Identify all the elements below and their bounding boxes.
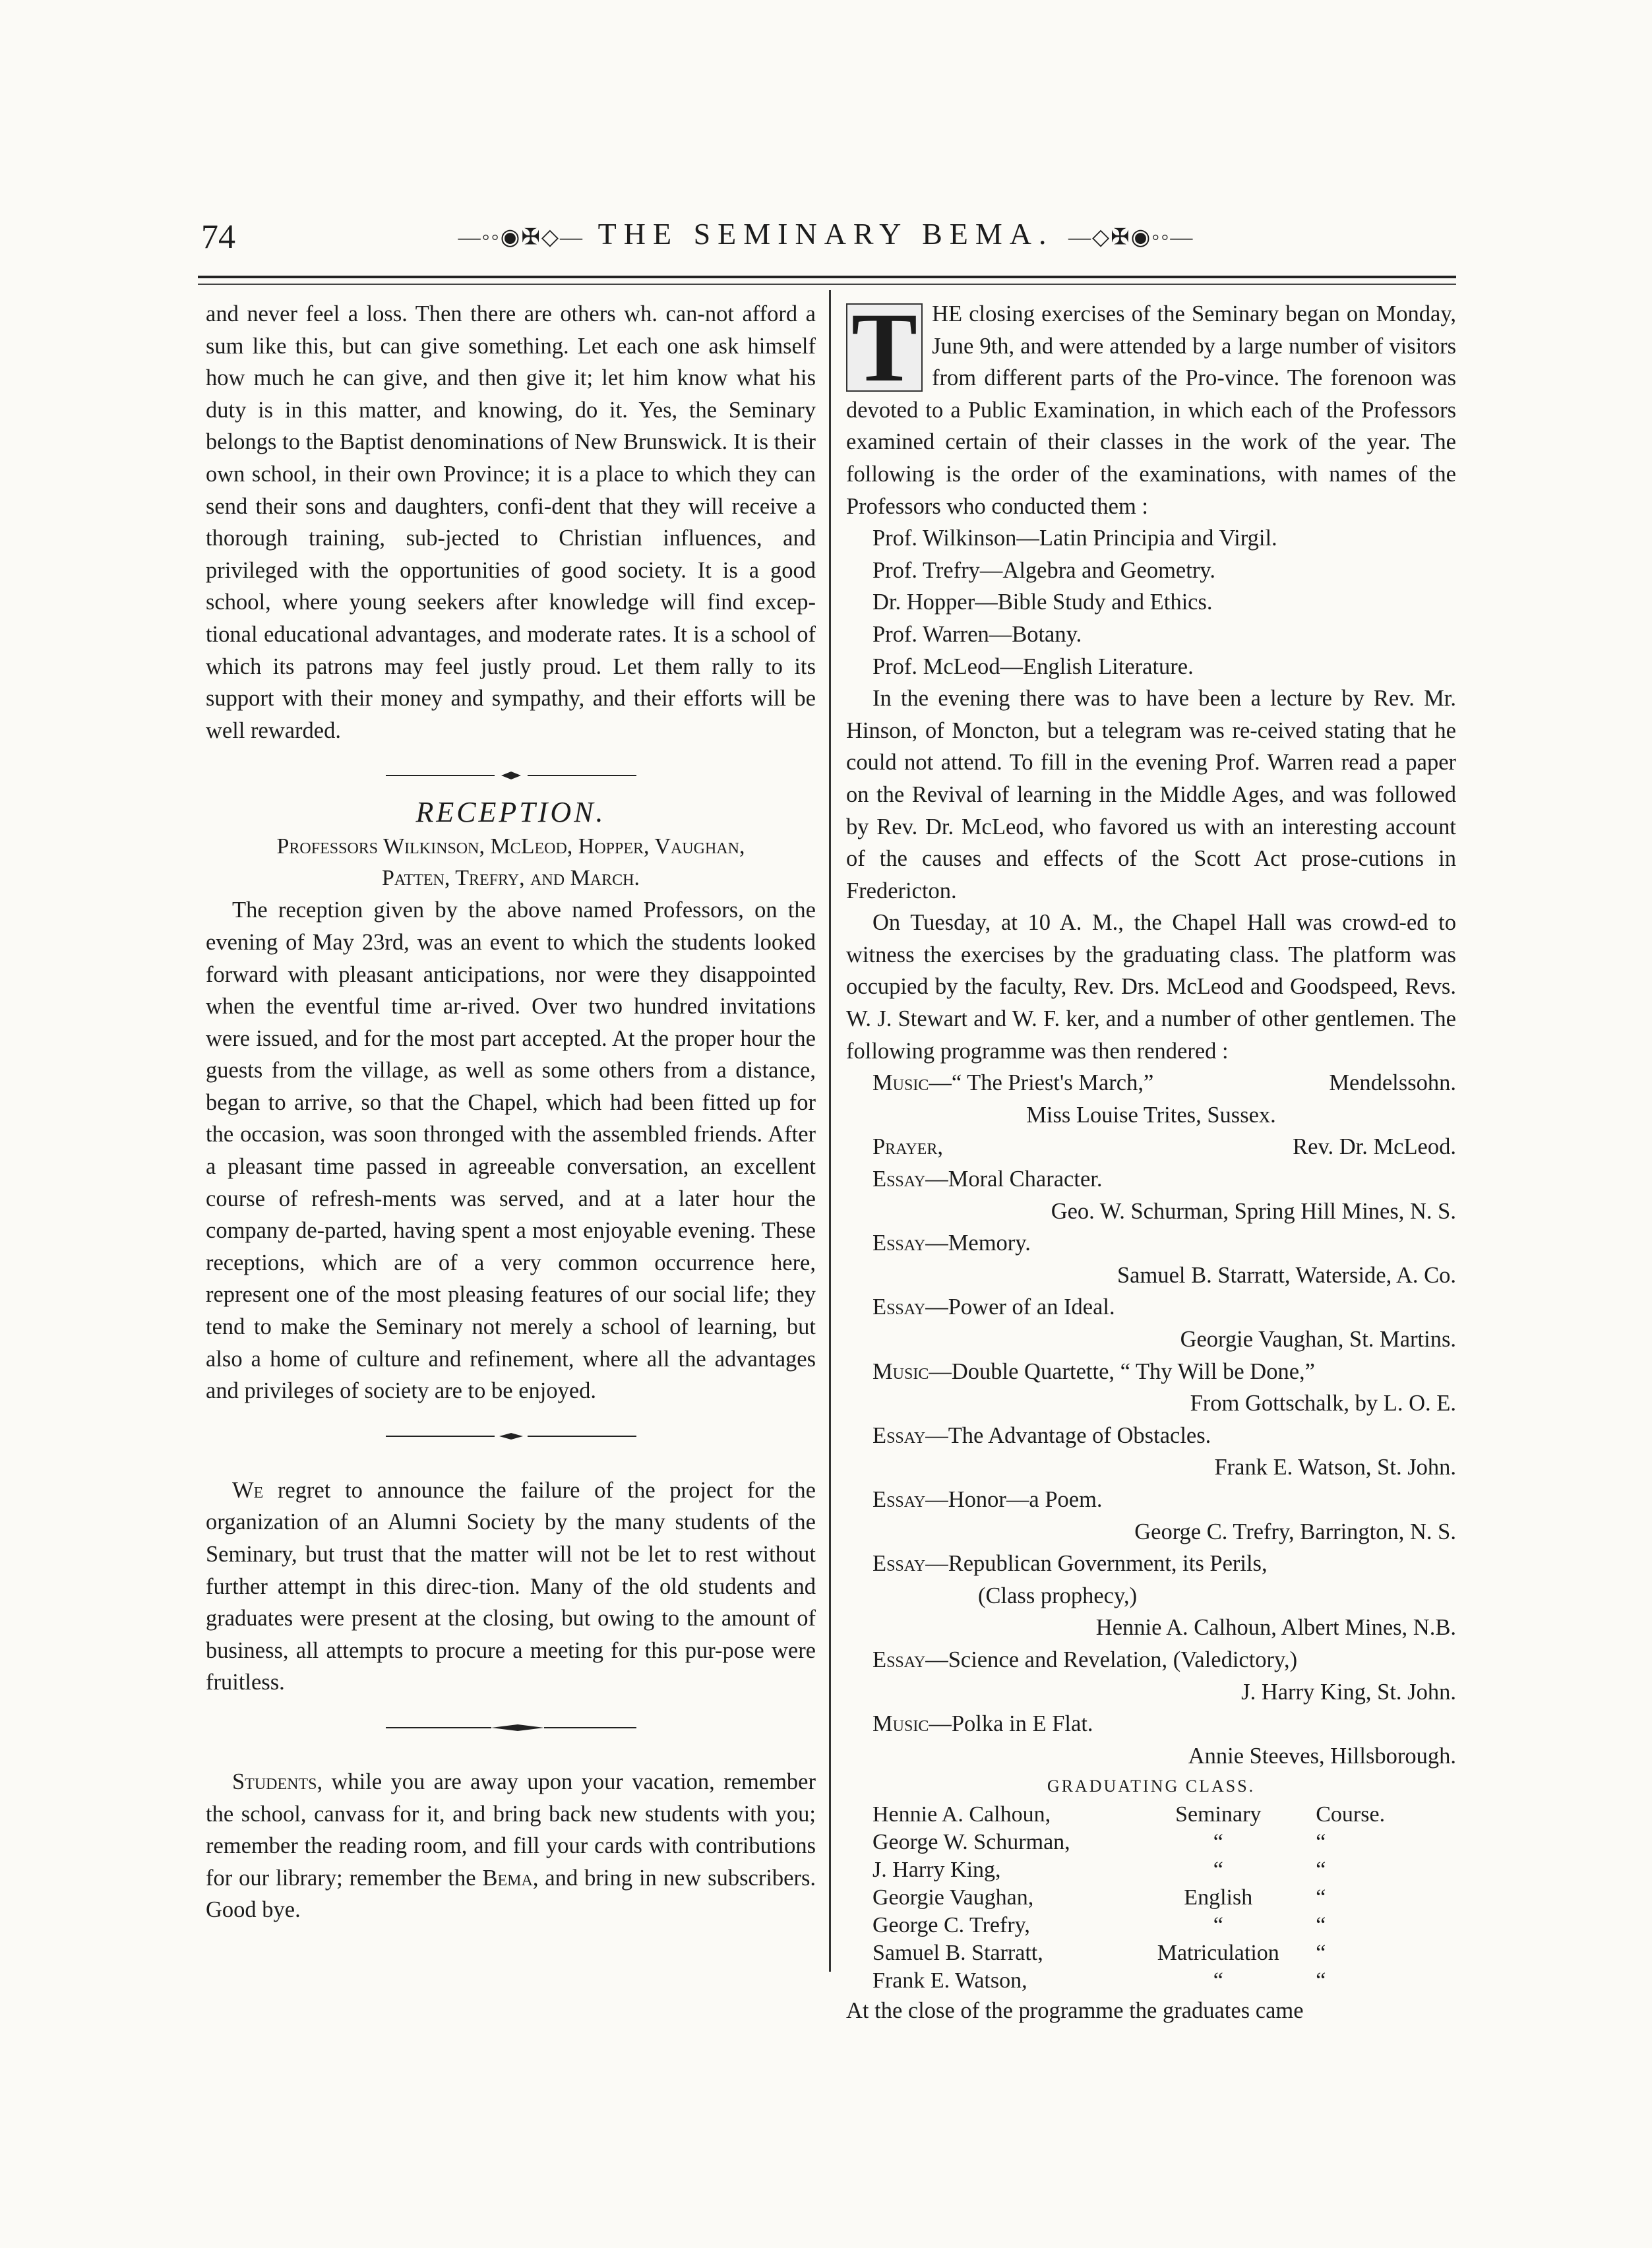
graduate-course: “	[1213, 1968, 1223, 1993]
section-divider	[206, 1418, 816, 1451]
reception-title: RECEPTION.	[415, 796, 606, 829]
programme-item	[846, 1420, 1456, 1452]
programme-performer: Samuel B. Starratt, Waterside, A. Co.	[1117, 1262, 1456, 1288]
students-bema: Bema	[482, 1865, 533, 1891]
appeal-paragraph: and never feel a loss. Then there are others wh. can-not afford a sum like this, but can give something. Let each one ask himself how much he can give, and then give it; let him know what his duty is in this matter, and knowing, do it. Yes, the Seminary belongs to the Baptist denominations of New Brunswick. It is their own school, in their own Province; it is a place to which they can send their sons and daughters, confi-dent that they will receive a thorough training, sub-jected to Christian influences, and privileged with the opportunities of good society. It is a good school, where young seekers after knowledge will find excep-tional educational advantages, and moderate rates. It is a school of which its patrons may feel justly proud. Let them rally to its support with their money and sympathy, and their efforts will be well rewarded.	[206, 301, 816, 743]
evening-paragraph: In the evening there was to have been a lecture by Rev. Mr. Hinson, of Moncton, but a telegram was re-ceived stating that he could not attend. To fill in the evening Prof. Warren read a paper on the Revival of learning in the Middle Ages, and was followed by Rev. Dr. McLeod, who favored us with an interesting account of the causes and effects of the Scott Act prose-cutions in Fredericton.	[846, 686, 1456, 903]
students-paragraph	[206, 1766, 816, 1926]
header-rule-thick	[198, 276, 1456, 278]
programme-performer: J. Harry King, St. John.	[1241, 1679, 1456, 1705]
reception-byline-2: Patten, Trefry, and March.	[382, 866, 640, 891]
table-row	[846, 1801, 1456, 1829]
table-row	[846, 1856, 1456, 1884]
graduate-type: “	[1316, 1830, 1326, 1855]
graduate-course: “	[1213, 1913, 1223, 1938]
section-divider	[206, 757, 816, 790]
programme-performer: Annie Steeves, Hillsborough.	[1188, 1743, 1456, 1769]
graduate-course: “	[1213, 1830, 1223, 1855]
right-column	[846, 293, 1456, 2027]
programme-label: Music	[872, 1358, 929, 1384]
programme-performer: Georgie Vaughan, St. Martins.	[1180, 1327, 1456, 1352]
table-row	[846, 1912, 1456, 1939]
programme-item	[846, 1708, 1456, 1740]
programme-item	[846, 1548, 1456, 1580]
graduate-type: “	[1316, 1885, 1326, 1910]
programme-title: —Science and Revelation, (Valedictory,)	[925, 1647, 1298, 1672]
programme-label: Prayer,	[872, 1134, 943, 1160]
closing-exercises-intro	[846, 293, 1456, 522]
examinations-list	[846, 522, 1456, 683]
graduate-name: Hennie A. Calhoun,	[872, 1802, 1051, 1827]
programme-title: —Moral Character.	[925, 1167, 1103, 1192]
programme-label: Essay	[872, 1422, 926, 1448]
programme-performer: Miss Louise Trites, Sussex.	[1026, 1102, 1276, 1128]
running-head	[0, 216, 1652, 251]
graduate-type: “	[1316, 1968, 1326, 1993]
header-rule-thin	[198, 284, 1456, 285]
students-body-2: , and bring in new subscribers. Good bye.	[206, 1865, 816, 1923]
programme-label: Essay	[872, 1551, 926, 1577]
programme-title: —Polka in E Flat.	[929, 1711, 1093, 1737]
graduate-name: Georgie Vaughan,	[872, 1885, 1034, 1910]
graduate-name: Frank E. Watson,	[872, 1968, 1027, 1993]
list-item: Dr. Hopper—Bible Study and Ethics.	[872, 590, 1213, 615]
graduating-class-table	[846, 1801, 1456, 1995]
list-item: Prof. Trefry—Algebra and Geometry.	[872, 557, 1215, 583]
alumni-lead: We	[232, 1477, 264, 1503]
programme-performer: Geo. W. Schurman, Spring Hill Mines, N. S.	[1051, 1198, 1456, 1224]
tuesday-paragraph: On Tuesday, at 10 A. M., the Chapel Hall was crowd-ed to witness the exercises by the graduating class. The platform was occupied by the faculty, Rev. Drs. McLeod and Goodspeed, Revs. W. J. Stewart and W. F. ker, and a number of other gentlemen. The following programme was then rendered :	[846, 910, 1456, 1064]
graduate-type: “	[1316, 1858, 1326, 1883]
graduate-course: Matriculation	[1157, 1941, 1279, 1966]
graduate-course: Seminary	[1175, 1802, 1262, 1827]
students-lead: Students	[232, 1769, 317, 1794]
programme-title: —“ The Priest's March,”	[929, 1070, 1154, 1096]
programme-label: Essay	[872, 1294, 926, 1320]
table-row	[846, 1884, 1456, 1912]
closing-line: At the close of the programme the graduates came	[846, 1998, 1304, 2024]
graduate-name: J. Harry King,	[872, 1858, 1001, 1883]
programme-item	[846, 1356, 1456, 1388]
list-item: Prof. Wilkinson—Latin Principia and Virgil.	[872, 526, 1277, 551]
drop-cap: T	[846, 303, 923, 392]
graduate-name: Samuel B. Starratt,	[872, 1941, 1043, 1966]
programme-label: Essay	[872, 1486, 926, 1512]
programme-label: Music	[872, 1711, 929, 1737]
programme-item	[846, 1067, 1456, 1099]
programme-performer: From Gottschalk, by L. O. E.	[1190, 1391, 1456, 1416]
table-row	[846, 1967, 1456, 1995]
programme-title: —Republican Government, its Perils,	[925, 1551, 1268, 1577]
programme-item	[846, 1163, 1456, 1196]
programme-performer: Frank E. Watson, St. John.	[1214, 1455, 1456, 1480]
programme-performer: George C. Trefry, Barrington, N. S.	[1134, 1519, 1456, 1544]
column-divider	[829, 290, 831, 1972]
ornament-left: —◦◦◉✠◇—	[458, 225, 584, 250]
section-divider	[206, 1709, 816, 1742]
list-item: Prof. McLeod—English Literature.	[872, 653, 1194, 679]
closing-intro-text: HE closing exercises of the Seminary began on Monday, June 9th, and were attended by a large number of visitors from different parts of the Pro-vince. The forenoon was devoted to a Public Examination, in which each of the Professors examined certain of their classes in the work of the year. The following is the order of the examinations, with names of the Professors who conducted them :	[846, 301, 1456, 519]
programme-title: —Memory.	[925, 1230, 1031, 1256]
alumni-body: regret to announce the failure of the project for the organization of an Alumni Society by the many students of the Seminary, but trust that the matter will not be let to rest without further attempt in this direc-tion. Many of the old students and graduates were present at the closing, but owing to the amount of business, all attempts to procure a meeting for this pur-pose were fruitless.	[206, 1477, 816, 1695]
graduate-course: “	[1213, 1858, 1223, 1883]
programme-item	[846, 1644, 1456, 1676]
graduate-type: “	[1316, 1941, 1326, 1966]
publication-title: THE SEMINARY BEMA.	[597, 217, 1054, 251]
students-body-1: , while you are away upon your vacation, remember the school, canvass for it, and bring back new students with you; remember the reading room, and fill your cards with contributions for our library; remember the	[206, 1769, 816, 1891]
programme-label: Essay	[872, 1647, 926, 1672]
programme-composer: Mendelssohn.	[1329, 1070, 1456, 1096]
list-item: Prof. Warren—Botany.	[872, 621, 1082, 647]
programme-item	[846, 1227, 1456, 1260]
programme-title: —The Advantage of Obstacles.	[925, 1422, 1211, 1448]
alumni-paragraph	[206, 1474, 816, 1699]
graduating-class-heading: GRADUATING CLASS.	[1047, 1777, 1256, 1796]
programme-title: —Power of an Ideal.	[925, 1294, 1115, 1320]
programme-performer: Rev. Dr. McLeod.	[1293, 1134, 1456, 1160]
programme-title: —Double Quartette, “ Thy Will be Done,”	[929, 1358, 1315, 1384]
programme-item	[846, 1131, 1456, 1163]
graduate-name: George W. Schurman,	[872, 1830, 1070, 1855]
programme-performer: Hennie A. Calhoun, Albert Mines, N.B.	[1095, 1615, 1456, 1641]
programme-item	[846, 1484, 1456, 1516]
ornament-right: —◇✠◉◦◦—	[1068, 225, 1194, 250]
table-row	[846, 1829, 1456, 1856]
programme-item	[846, 1291, 1456, 1323]
programme-label: Music	[872, 1070, 929, 1096]
reception-byline-1: Professors Wilkinson, McLeod, Hopper, Vaughan,	[276, 834, 745, 859]
programme	[846, 1067, 1456, 1772]
programme-note: (Class prophecy,)	[978, 1583, 1138, 1608]
programme-label: Essay	[872, 1167, 926, 1192]
reception-body: The reception given by the above named Professors, on the evening of May 23rd, was an event to which the students looked forward with pleasant anticipations, nor were they disappointed when the eventful time ar-rived. Over two hundred invitations were issued, and for the most part accepted. At the proper hour the guests from the village, as well as some others from a distance, began to arrive, so that the Chapel, which had been fitted up for the occasion, was soon thronged with the assembled friends. After a pleasant time passed in agreeable conversation, an excellent course of refresh-ments was served, and at a later hour the company de-parted, having spent a most enjoyable evening. These receptions, which are of a very common occurrence here, represent one of the most pleasing features of our social life; they tend to make the Seminary not merely a school of learning, but also a home of culture and refinement, where all the advantages and privileges of society are to be enjoyed.	[206, 897, 816, 1404]
programme-title: —Honor—a Poem.	[925, 1486, 1103, 1512]
graduate-course: English	[1184, 1885, 1253, 1910]
table-row	[846, 1939, 1456, 1967]
graduate-name: George C. Trefry,	[872, 1913, 1030, 1938]
graduate-type: “	[1316, 1913, 1326, 1938]
programme-label: Essay	[872, 1230, 926, 1256]
left-column	[206, 298, 816, 1926]
page-number: 74	[201, 218, 235, 256]
graduate-type: Course.	[1316, 1802, 1386, 1827]
